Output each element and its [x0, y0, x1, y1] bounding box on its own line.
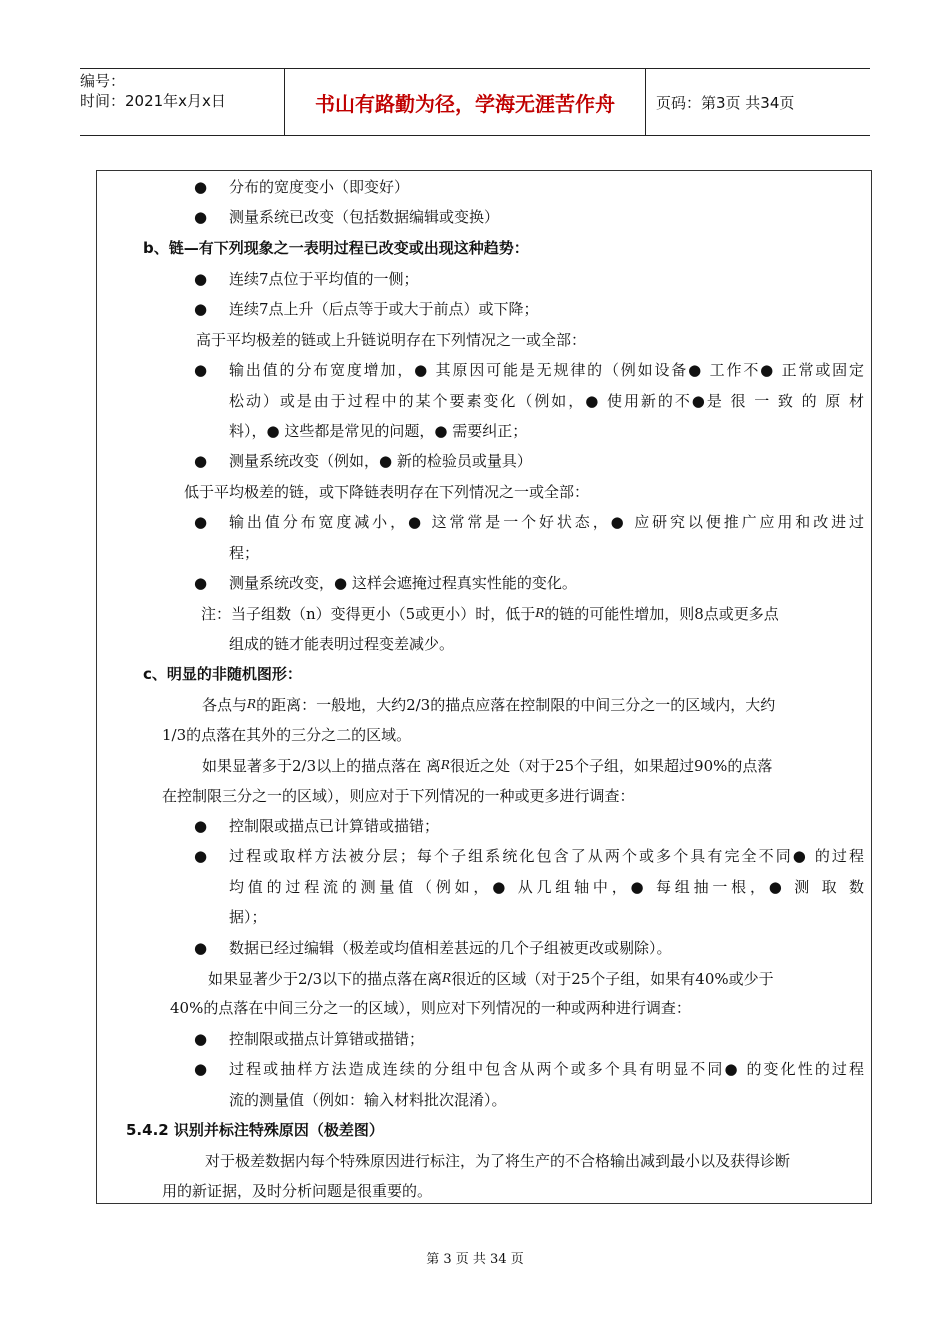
header-meta — [80, 69, 284, 135]
number-label: 编号： — [80, 72, 126, 90]
content-frame — [96, 170, 872, 1204]
body-text: 如果显著多于2/3以上的描点落在 离 — [202, 757, 441, 775]
bullet-icon: ● — [194, 361, 208, 379]
body-line: 测量系统改变，● 这样会遮掩过程真实性能的变化。 — [229, 574, 577, 592]
header-page-info: 页码：第3页 共34页 — [656, 93, 795, 112]
note-text: 的链的可能性增加，则8点或更多点 — [544, 605, 779, 623]
bullet-icon: ● — [194, 270, 208, 288]
section-c-heading: c、明显的非随机图形： — [143, 665, 302, 683]
section-b-heading: b、链—有下列现象之一表明过程已改变或出现这种趋势： — [143, 239, 529, 257]
bullet-icon: ● — [194, 1060, 208, 1078]
body-line: 连续7点位于平均值的一侧； — [229, 270, 419, 288]
bullet-icon: ● — [194, 847, 208, 865]
body-line: 据）； — [229, 908, 267, 926]
body-line — [208, 968, 774, 989]
body-line: 连续7点上升（后点等于或大于前点）或下降； — [229, 300, 539, 318]
body-line: 测量系统改变（例如，● 新的检验员或量具） — [229, 452, 532, 470]
bullet-icon: ● — [194, 1030, 208, 1048]
body-line: 低于平均极差的链，或下降链表明存在下列情况之一或全部： — [184, 483, 590, 501]
bullet-icon: ● — [194, 574, 208, 592]
body-line: 控制限或描点已计算错或描错； — [229, 817, 440, 835]
page-header — [80, 68, 870, 136]
body-line: 40%的点落在中间三分之一的区域），则应对下列情况的一种或两种进行调查： — [170, 999, 691, 1017]
bullet-icon: ● — [194, 452, 208, 470]
body-line: 控制限或描点计算错或描错； — [229, 1030, 425, 1048]
body-line: 对于极差数据内每个特殊原因进行标注，为了将生产的不合格输出减到最小以及获得诊断 — [205, 1152, 791, 1170]
body-line: 松动）或是由于过程中的某个要素变化（例如，● 使用新的不●是 很 一 致 的 原 材 — [229, 392, 864, 410]
body-line: 均值的过程流的测量值（例如，● 从几组轴中，● 每组抽一根，● 测 取 数 — [229, 878, 864, 896]
body-text: 的距离：一般地，大约2/3的描点应落在控制限的中间三分之一的区域内，大约 — [256, 696, 776, 714]
body-line: 1/3的点落在其外的三分之二的区域。 — [162, 726, 412, 744]
body-line: 程； — [229, 544, 260, 562]
body-line: 料），● 这些都是常见的问题，● 需要纠正； — [229, 422, 528, 440]
bullet-icon: ● — [194, 939, 208, 957]
body-line: 用的新证据，及时分析问题是很重要的。 — [162, 1182, 433, 1200]
page-footer: 第 3 页 共 34 页 — [426, 1252, 524, 1267]
date-line: 时间：2021年x月x日 — [80, 92, 226, 110]
body-line: 测量系统已改变（包括数据编辑或变换） — [229, 208, 500, 226]
r-bar-symbol: R — [440, 758, 450, 772]
note-line — [201, 603, 779, 624]
header-motto: 书山有路勤为径，学海无涯苦作舟 — [284, 69, 646, 135]
body-line: 输出值分布宽度减小，● 这常常是一个好状态，● 应研究以便推广应用和改进过 — [229, 513, 864, 531]
body-line: 过程或取样方法被分层；每个子组系统化包含了从两个或多个具有完全不同● 的过程 — [229, 847, 864, 865]
body-line: 分布的宽度变小（即变好） — [229, 178, 410, 196]
body-line — [202, 755, 772, 776]
bullet-icon: ● — [194, 513, 208, 531]
bullet-icon: ● — [194, 178, 208, 196]
body-line — [202, 694, 775, 715]
body-text: 如果显著少于2/3以下的描点落在离 — [208, 970, 443, 988]
section-542-heading: 5.4.2 识别并标注特殊原因（极差图） — [126, 1121, 384, 1139]
body-line: 数据已经过编辑（极差或均值相差甚远的几个子组被更改或剔除）。 — [229, 939, 672, 957]
body-text: 各点与 — [202, 696, 248, 714]
bullet-icon: ● — [194, 208, 208, 226]
body-text: 很近之处（对于25个子组，如果超过90%的点落 — [449, 757, 773, 775]
r-bar-symbol: R — [442, 971, 452, 985]
note-text: 注：当子组数（n）变得更小（5或更小）时，低于 — [201, 605, 536, 623]
bullet-icon: ● — [194, 817, 208, 835]
body-line: 过程或抽样方法造成连续的分组中包含从两个或多个具有明显不同● 的变化性的过程 — [229, 1060, 864, 1078]
r-bar-symbol: R — [535, 606, 545, 620]
body-line: 流的测量值（例如：输入材料批次混淆）。 — [229, 1091, 507, 1109]
body-line: 输出值的分布宽度增加，● 其原因可能是无规律的（例如设备● 工作不● 正常或固定 — [229, 361, 864, 379]
body-line: 高于平均极差的链或上升链说明存在下列情况之一或全部： — [196, 331, 587, 349]
r-bar-symbol: R — [247, 697, 257, 711]
body-line: 在控制限三分之一的区域），则应对于下列情况的一种或更多进行调查： — [162, 787, 635, 805]
bullet-icon: ● — [194, 300, 208, 318]
note-line: 组成的链才能表明过程变差减少。 — [229, 635, 455, 653]
body-text: 很近的区域（对于25个子组，如果有40%或少于 — [451, 970, 774, 988]
